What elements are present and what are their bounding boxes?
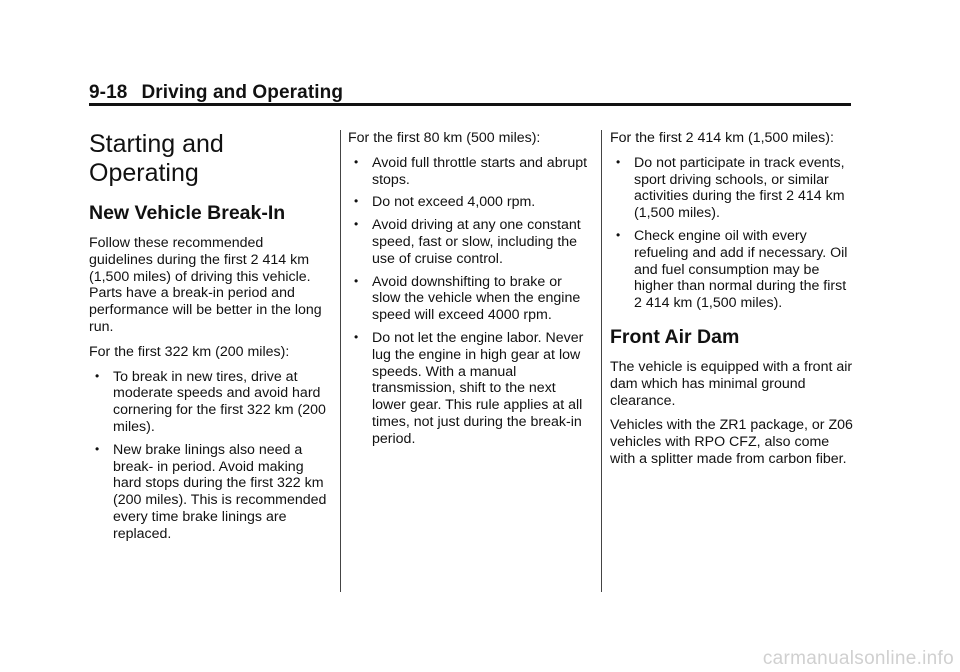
list-item-text: Do not exceed 4,000 rpm. — [372, 194, 536, 211]
page-number: 9-18 — [89, 82, 128, 103]
section-title: Starting and Operating — [89, 130, 224, 187]
column-divider-1 — [340, 130, 341, 592]
chapter-title: Driving and Operating — [141, 82, 344, 103]
list-item-text: Check engine oil with every refueling and add if necessary. Oil and fuel consumption may be higher than normal during the first 2 414 km (1,500 miles). — [634, 227, 848, 312]
bullet-list — [89, 369, 329, 543]
list-item-text: Avoid downshifting to brake or slow the vehicle when the engine speed will exceed 4000 rpm. — [372, 273, 581, 324]
list-item-text: Avoid driving at any one constant speed, fast or slow, including the use of cruise control. — [372, 217, 581, 267]
list-item — [348, 155, 588, 189]
paragraph: The vehicle is equipped with a front air dam which has minimal ground clearance. — [610, 358, 853, 409]
list-item-text: Do not let the engine labor. Never lug the engine in high gear at low speeds. With a manual transmission, shift to the next lower gear. This rule applies at all times, not just during the break-in period. — [372, 329, 584, 447]
list-item — [89, 442, 329, 543]
paragraph: Vehicles with the ZR1 package, or Z06 vehicles with RPO CFZ, also come with a splitter made from carbon fiber. — [610, 417, 853, 467]
list-intro: For the first 2 414 km (1,500 miles): — [610, 130, 834, 146]
column-2 — [348, 130, 588, 454]
column-1 — [89, 130, 329, 549]
page-header — [89, 82, 343, 104]
bullet-icon: • — [354, 329, 359, 344]
header-rule — [89, 103, 851, 106]
bullet-icon: • — [616, 154, 621, 169]
list-item — [348, 217, 588, 267]
list-item-text: To break in new tires, drive at moderate speeds and avoid hard cornering for the first 322 km (200 miles). — [113, 368, 326, 435]
column-divider-2 — [601, 130, 602, 592]
watermark: carmanualsonline.info — [762, 648, 954, 669]
list-item — [348, 330, 588, 448]
bullet-icon: • — [354, 194, 359, 209]
bullet-icon: • — [354, 273, 359, 288]
bullet-list — [348, 155, 588, 448]
bullet-icon: • — [95, 368, 100, 383]
list-item — [348, 194, 588, 211]
bullet-icon: • — [354, 217, 359, 232]
list-item — [89, 369, 329, 436]
subsection-title: Front Air Dam — [610, 325, 740, 348]
list-intro: For the first 80 km (500 miles): — [348, 130, 541, 146]
list-item-text: Do not participate in track events, sport driving schools, or similar activities during the first 2 414 km (1,500 miles). — [634, 154, 845, 222]
list-item — [348, 274, 588, 324]
bullet-icon: • — [95, 441, 100, 456]
subsection-title: New Vehicle Break-In — [89, 202, 286, 224]
bullet-icon: • — [354, 154, 359, 169]
bullet-list — [610, 155, 855, 312]
list-intro: For the first 322 km (200 miles): — [89, 343, 290, 360]
list-item-text: Avoid full throttle starts and abrupt stops. — [372, 154, 588, 188]
list-item-text: New brake linings also need a break- in period. Avoid making hard stops during the first 322 km (200 miles). This is recommended every time brake linings are replaced. — [113, 441, 327, 542]
list-item — [610, 155, 855, 222]
intro-paragraph: Follow these recommended guidelines during the first 2 414 km (1,500 miles) of driving this vehicle. Parts have a break-in period and performance will be better in the long run. — [89, 235, 322, 335]
bullet-icon: • — [616, 227, 621, 242]
column-3 — [610, 130, 855, 476]
list-item — [610, 228, 855, 312]
